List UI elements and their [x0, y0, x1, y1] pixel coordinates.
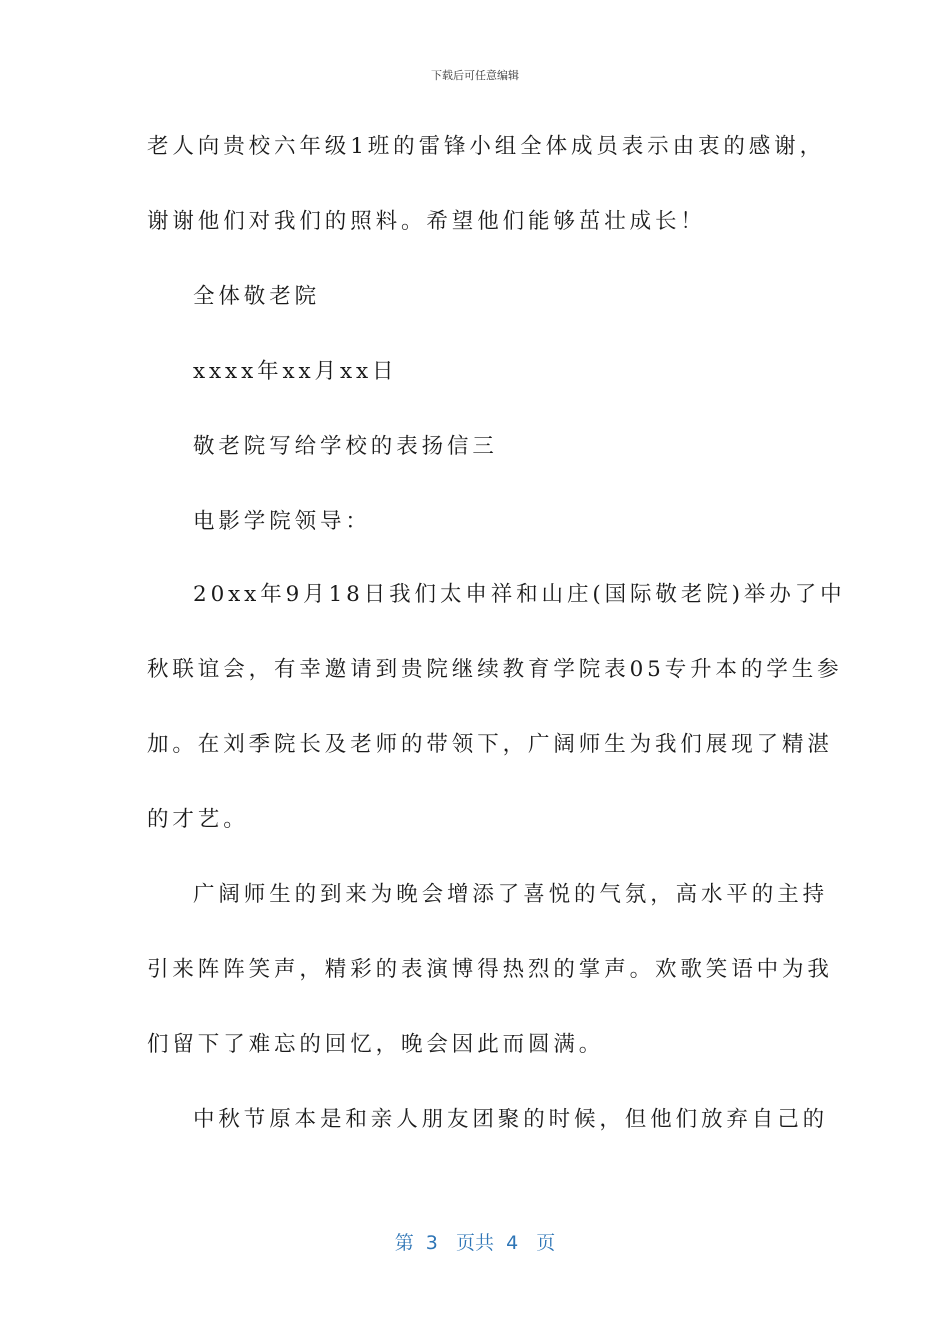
date-line: xxxx年xx月xx日: [193, 359, 398, 384]
salutation: 电影学院领导：: [193, 509, 371, 534]
body-line: 谢谢他们对我们的照料。希望他们能够茁壮成长！: [147, 209, 706, 234]
signature-line: 全体敬老院: [193, 284, 321, 309]
body-line: 们留下了难忘的回忆，晚会因此而圆满。: [147, 1032, 605, 1057]
page-number-footer: 第 3 页共 4 页: [394, 1232, 556, 1254]
body-line: 中秋节原本是和亲人朋友团聚的时候，但他们放弃自己的: [193, 1107, 829, 1132]
body-line: 加。在刘季院长及老师的带领下，广阔师生为我们展现了精湛: [147, 732, 833, 757]
body-line: 老人向贵校六年级1班的雷锋小组全体成员表示由衷的感谢，: [147, 134, 825, 159]
page-header-note: 下载后可任意编辑: [431, 69, 519, 82]
section-title: 敬老院写给学校的表扬信三: [193, 434, 498, 459]
body-line: 广阔师生的到来为晚会增添了喜悦的气氛，高水平的主持: [193, 882, 829, 907]
body-line: 的才艺。: [147, 807, 249, 832]
body-line: 秋联谊会，有幸邀请到贵院继续教育学院表05专升本的学生参: [147, 657, 843, 682]
body-line: 20xx年9月18日我们太申祥和山庄(国际敬老院)举办了中: [193, 582, 846, 607]
body-line: 引来阵阵笑声，精彩的表演博得热烈的掌声。欢歌笑语中为我: [147, 957, 833, 982]
